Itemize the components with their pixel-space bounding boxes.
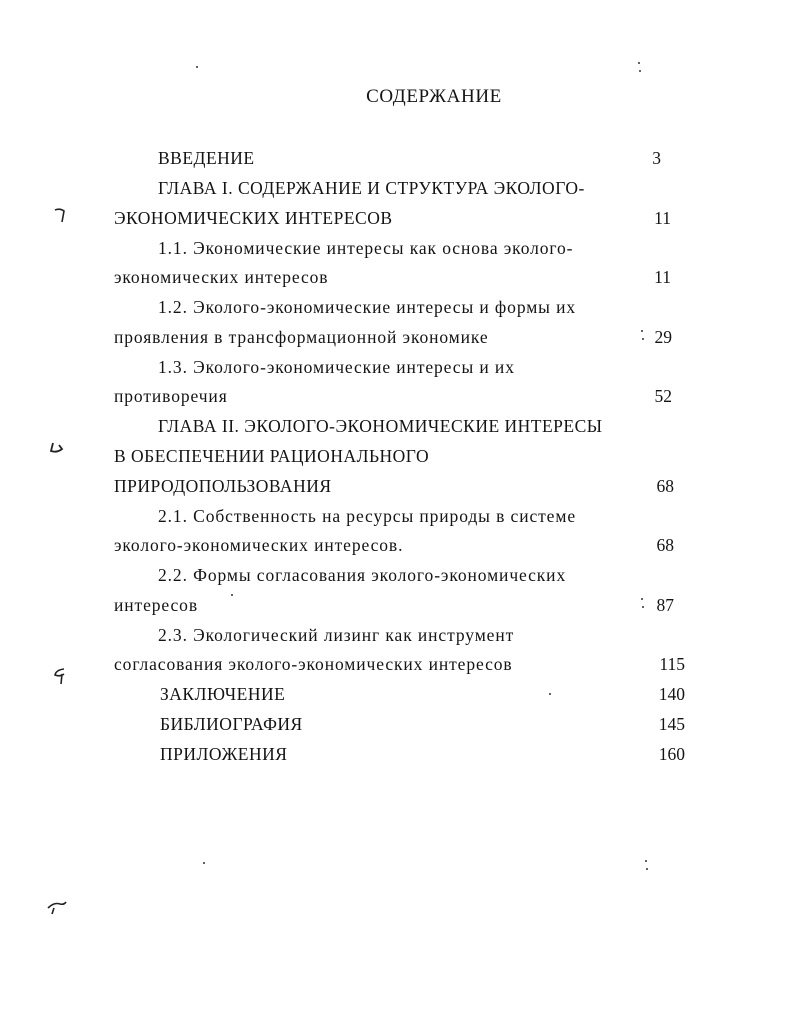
toc-entry-page: 87 xyxy=(656,595,674,615)
scan-speck xyxy=(646,868,648,870)
toc-entry-text: противоречия xyxy=(114,386,228,406)
margin-mark-icon xyxy=(48,437,70,459)
scan-speck xyxy=(641,330,643,332)
toc-entry xyxy=(0,679,798,709)
toc-entry-text: 1.3. Эколого-экономические интересы и их xyxy=(158,357,515,377)
toc-entry xyxy=(0,471,798,501)
scan-speck xyxy=(641,598,643,600)
toc-entry xyxy=(0,352,798,382)
scan-speck xyxy=(196,66,198,68)
toc-entry-text: экономических интересов xyxy=(114,267,329,287)
toc-entry-text: ГЛАВА I. СОДЕРЖАНИЕ И СТРУКТУРА ЭКОЛОГО- xyxy=(158,178,585,198)
toc-entry-text: 2.3. Экологический лизинг как инструмент xyxy=(158,625,515,645)
toc-entry-page: 3 xyxy=(652,148,661,168)
toc-entry xyxy=(0,441,798,471)
toc-entry-text: эколого-экономических интересов. xyxy=(114,535,404,555)
toc-entry-page: 140 xyxy=(658,684,685,704)
toc-entry-page: 52 xyxy=(654,386,672,406)
toc-entry-page: 145 xyxy=(658,714,685,734)
toc-entry-text: 2.2. Формы согласования эколого-экономических xyxy=(158,565,567,585)
toc-entry xyxy=(0,292,798,322)
scan-speck xyxy=(642,606,644,608)
toc-entry-text: БИБЛИОГРАФИЯ xyxy=(160,714,303,734)
toc-entry-page: 68 xyxy=(656,476,674,496)
toc-entry xyxy=(0,501,798,531)
toc-entry-text: ГЛАВА II. ЭКОЛОГО-ЭКОНОМИЧЕСКИЕ ИНТЕРЕСЫ xyxy=(158,416,603,436)
toc-entry-text: 2.1. Собственность на ресурсы природы в системе xyxy=(158,506,576,526)
toc-entry-page: 29 xyxy=(654,327,672,347)
scan-speck xyxy=(203,862,205,864)
scan-speck xyxy=(638,62,640,64)
toc-entry xyxy=(0,620,798,650)
margin-mark-icon xyxy=(52,204,74,226)
page-title: СОДЕРЖАНИЕ xyxy=(366,86,502,107)
toc-entry-page: 160 xyxy=(658,744,685,764)
toc-entry-page: 115 xyxy=(659,654,685,674)
toc-entry xyxy=(0,381,798,411)
toc-entry xyxy=(0,649,798,679)
toc-entry xyxy=(0,322,798,352)
margin-mark-icon xyxy=(44,894,70,918)
toc-entry xyxy=(0,262,798,292)
toc-entry xyxy=(0,203,798,233)
toc-entry-text: ПРИЛОЖЕНИЯ xyxy=(160,744,288,764)
toc-entry xyxy=(0,411,798,441)
toc-entry-text: согласования эколого-экономических интересов xyxy=(114,654,513,674)
scan-speck xyxy=(231,594,233,596)
toc-entry xyxy=(0,739,798,769)
toc-entry-text: проявления в трансформационной экономике xyxy=(114,327,489,347)
toc-entry-text: интересов xyxy=(114,595,198,615)
toc-entry-text: ВВЕДЕНИЕ xyxy=(158,148,255,168)
margin-mark-icon xyxy=(50,664,74,688)
toc-entry xyxy=(0,590,798,620)
scan-speck xyxy=(645,860,647,862)
toc-entry xyxy=(0,173,798,203)
toc-entry-text: ПРИРОДОПОЛЬЗОВАНИЯ xyxy=(114,476,332,496)
toc-entry-text: ЗАКЛЮЧЕНИЕ xyxy=(160,684,286,704)
toc-entry xyxy=(0,233,798,263)
toc-entry xyxy=(0,143,798,173)
toc-entry-text: В ОБЕСПЕЧЕНИИ РАЦИОНАЛЬНОГО xyxy=(114,446,430,466)
scan-speck xyxy=(549,693,551,695)
toc-entry xyxy=(0,560,798,590)
toc-entry-page: 68 xyxy=(656,535,674,555)
scan-speck xyxy=(639,70,641,72)
toc-entry-text: ЭКОНОМИЧЕСКИХ ИНТЕРЕСОВ xyxy=(114,208,393,228)
toc-entry-page: 11 xyxy=(654,267,671,287)
toc-entry xyxy=(0,709,798,739)
toc-entry-text: 1.1. Экономические интересы как основа эколого- xyxy=(158,238,574,258)
toc-entry xyxy=(0,530,798,560)
toc-entry-text: 1.2. Эколого-экономические интересы и формы их xyxy=(158,297,577,317)
scan-speck xyxy=(642,338,644,340)
toc-entry-page: 11 xyxy=(654,208,671,228)
